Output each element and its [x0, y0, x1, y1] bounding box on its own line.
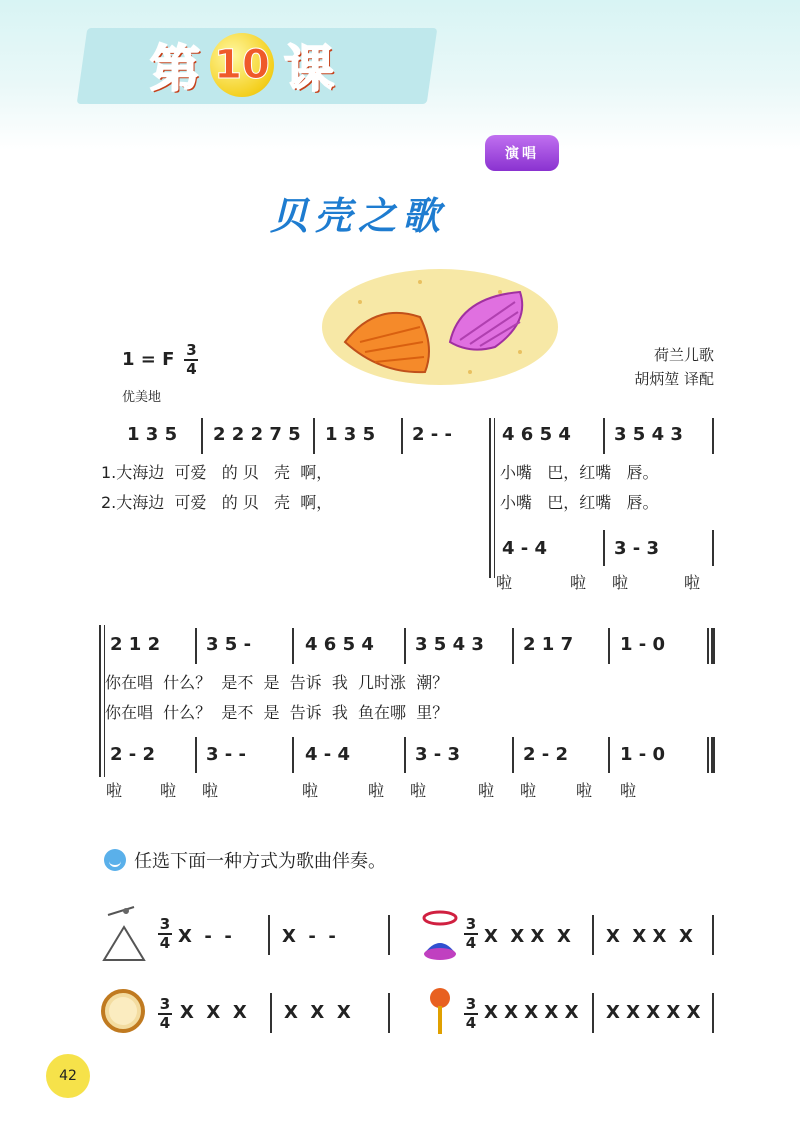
sing-badge: 演唱: [485, 135, 559, 171]
time-top: 3: [159, 915, 171, 933]
harmony-lyric: 啦: [570, 573, 587, 592]
key-signature: [122, 342, 198, 378]
harmony-measure-4: 3 - 3: [415, 744, 461, 765]
measure-10: 3 5 4 3: [415, 634, 484, 655]
harmony-lyric: 啦: [202, 781, 219, 800]
smile-icon: [104, 849, 126, 871]
time-signature: [158, 916, 172, 952]
harmony-measure-5: 2 - 2: [523, 744, 569, 765]
bar-line: [292, 737, 294, 773]
harmony-lyric: 啦: [620, 781, 637, 800]
bells-rhythm-2: X X X X: [606, 926, 693, 947]
song-title: 贝壳之歌: [270, 194, 447, 238]
bar-line-brace: [489, 418, 491, 578]
bar-line: [201, 418, 203, 454]
time-bottom: 4: [465, 933, 477, 952]
harmony-measure-2: 3 - 3: [614, 538, 660, 559]
harmony-measure-6: 1 - 0: [620, 744, 666, 765]
lesson-number: 10: [210, 33, 274, 97]
lyrics-verse-2-end: 小嘴 巴，红嘴 唇。: [500, 493, 659, 512]
lesson-prefix: 第: [150, 40, 200, 98]
measure-6: 3 5 4 3: [614, 424, 683, 445]
bar-line: [292, 628, 294, 664]
bar-line: [388, 993, 390, 1033]
bar-line: [313, 418, 315, 454]
bar-line-brace-inner: [494, 418, 495, 578]
time-top: 3: [465, 995, 477, 1013]
page-number: 42: [46, 1054, 90, 1098]
bar-line: [603, 418, 605, 454]
bar-line: [268, 915, 270, 955]
measure-3: 1 3 5: [325, 424, 376, 445]
time-top: 3: [159, 995, 171, 1013]
measure-9: 4 6 5 4: [305, 634, 374, 655]
time-signature: [464, 996, 478, 1032]
bar-line: [712, 915, 714, 955]
bar-line: [512, 737, 514, 773]
activity-instruction: [104, 847, 386, 873]
time-signature: [158, 996, 172, 1032]
measure-8: 3 5 -: [206, 634, 252, 655]
harmony-measure-1: 2 - 2: [110, 744, 156, 765]
shells-illustration: [320, 262, 570, 392]
harmony-lyric: 啦: [496, 573, 513, 592]
lesson-suffix: 课: [284, 40, 334, 98]
bar-line: [404, 628, 406, 664]
bar-line: [592, 915, 594, 955]
harmony-lyric: 啦: [684, 573, 701, 592]
harmony-lyric: 啦: [368, 781, 385, 800]
time-signature: [464, 916, 478, 952]
harmony-measure-2: 3 - -: [206, 744, 246, 765]
final-bar-line: [707, 628, 709, 664]
bar-line: [712, 993, 714, 1033]
bar-line: [592, 993, 594, 1033]
bar-line: [712, 418, 714, 454]
bar-line-brace: [99, 625, 101, 777]
bells-icon: [420, 908, 460, 964]
harmony-measure-3: 4 - 4: [305, 744, 351, 765]
final-bar-line: [707, 737, 709, 773]
measure-4: 2 - -: [412, 424, 452, 445]
time-bottom: 4: [159, 933, 171, 952]
bar-line: [603, 530, 605, 566]
bar-line: [401, 418, 403, 454]
measure-7: 2 1 2: [110, 634, 161, 655]
time-bottom: 4: [186, 359, 197, 378]
measure-11: 2 1 7: [523, 634, 574, 655]
maracas-rhythm-1: X X X X X: [484, 1002, 579, 1023]
lyrics-verse-1: 你在唱 什么？ 是不 是 告诉 我 几时涨 潮？: [105, 673, 449, 692]
bar-line: [512, 628, 514, 664]
maracas-icon: [425, 986, 455, 1036]
lyrics-verse-2: 你在唱 什么？ 是不 是 告诉 我 鱼在哪 里？: [105, 703, 449, 722]
bar-line: [195, 737, 197, 773]
bar-line: [608, 737, 610, 773]
triangle-rhythm-2: X - -: [282, 926, 336, 947]
tambourine-rhythm-1: X X X: [180, 1002, 247, 1023]
lyrics-verse-1: 1.大海边 可爱 的 贝 壳 啊，: [101, 463, 333, 482]
triangle-rhythm-1: X - -: [178, 926, 232, 947]
harmony-lyric: 啦: [160, 781, 177, 800]
key-label: 1 = F: [122, 349, 175, 371]
time-signature: [184, 342, 198, 378]
bar-line: [388, 915, 390, 955]
harmony-lyric: 啦: [612, 573, 629, 592]
time-top: 3: [465, 915, 477, 933]
time-bottom: 4: [159, 1013, 171, 1032]
bar-line: [712, 530, 714, 566]
harmony-lyric: 啦: [410, 781, 427, 800]
measure-12: 1 - 0: [620, 634, 666, 655]
time-top: 3: [186, 341, 197, 359]
bar-line: [608, 628, 610, 664]
measure-1: 1 3 5: [127, 424, 178, 445]
song-arranger: 胡炳堃 译配: [634, 370, 714, 388]
tempo-marking: 优美地: [122, 390, 162, 405]
lesson-title: [150, 30, 334, 100]
harmony-lyric: 啦: [478, 781, 495, 800]
instruction-text: 任选下面一种方式为歌曲伴奏。: [134, 851, 386, 872]
bar-line: [404, 737, 406, 773]
lyrics-verse-2: 2.大海边 可爱 的 贝 壳 啊，: [101, 493, 333, 512]
time-bottom: 4: [465, 1013, 477, 1032]
bells-rhythm-1: X X X X: [484, 926, 571, 947]
triangle-icon: [98, 905, 150, 965]
measure-5: 4 6 5 4: [502, 424, 571, 445]
harmony-lyric: 啦: [302, 781, 319, 800]
lyrics-verse-1-end: 小嘴 巴，红嘴 唇。: [500, 463, 659, 482]
harmony-lyric: 啦: [106, 781, 123, 800]
song-origin: 荷兰儿歌: [653, 346, 714, 364]
harmony-lyric: 啦: [520, 781, 537, 800]
measure-2: 2 2 2 7 5: [213, 424, 301, 445]
final-bar-line-thick: [711, 737, 715, 773]
final-bar-line-thick: [711, 628, 715, 664]
tambourine-icon: [100, 988, 146, 1034]
maracas-rhythm-2: X X X X X: [606, 1002, 701, 1023]
harmony-lyric: 啦: [576, 781, 593, 800]
harmony-measure-1: 4 - 4: [502, 538, 548, 559]
bar-line: [195, 628, 197, 664]
bar-line: [270, 993, 272, 1033]
tambourine-rhythm-2: X X X: [284, 1002, 351, 1023]
